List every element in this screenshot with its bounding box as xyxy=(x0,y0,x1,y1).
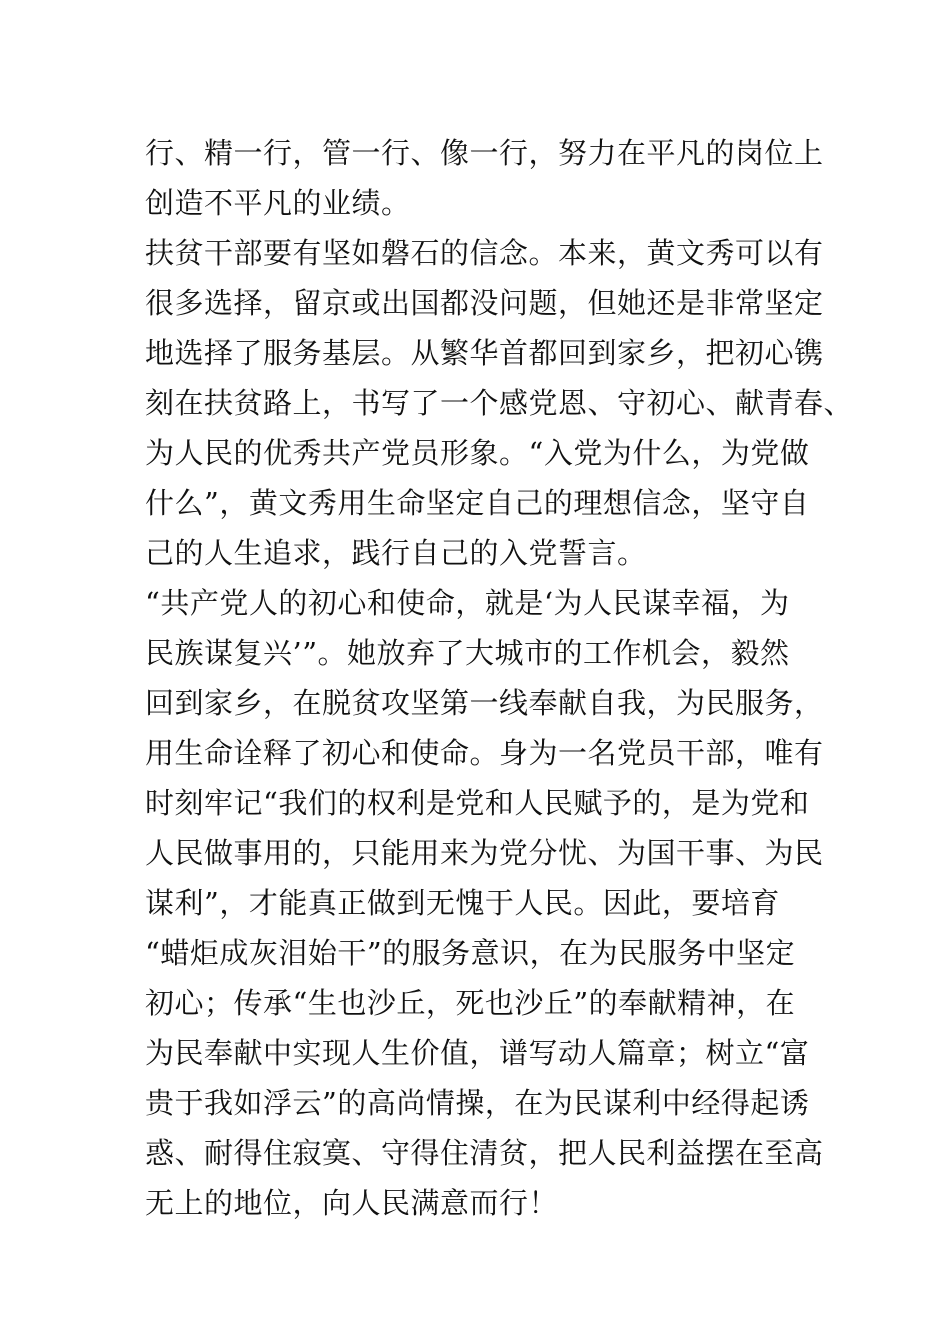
text-line: 谋利”，才能真正做到无愧于人民。因此，要培育 xyxy=(145,886,780,920)
text-line: 贵于我如浮云”的高尚情操，在为民谋利中经得起诱 xyxy=(145,1086,810,1120)
document-body xyxy=(145,128,854,1228)
text-line: 惑、耐得住寂寞、守得住清贫，把人民利益摆在至高 xyxy=(145,1136,824,1170)
text-line: 民族谋复兴’”。她放弃了大城市的工作机会，毅然 xyxy=(145,636,790,670)
text-line: 行、精一行，管一行、像一行，努力在平凡的岗位上 xyxy=(145,136,824,170)
text-line: 地选择了服务基层。从繁华首都回到家乡，把初心镌 xyxy=(145,336,824,370)
text-line: “蜡炬成灰泪始干”的服务意识，在为民服务中坚定 xyxy=(145,936,796,970)
text-line: 时刻牢记“我们的权利是党和人民赋予的，是为党和 xyxy=(145,786,810,820)
text-line: 人民做事用的，只能用来为党分忧、为国干事、为民 xyxy=(145,836,824,870)
text-line: 为民奉献中实现人生价值，谱写动人篇章；树立“富 xyxy=(145,1036,810,1070)
text-line: “共产党人的初心和使命，就是‘为人民谋幸福，为 xyxy=(145,586,790,620)
text-line: 为人民的优秀共产党员形象。“入党为什么，为党做 xyxy=(145,436,810,470)
text-line: 己的人生追求，践行自己的入党誓言。 xyxy=(145,536,647,570)
text-line: 回到家乡，在脱贫攻坚第一线奉献自我，为民服务， xyxy=(145,686,824,720)
text-line: 很多选择，留京或出国都没问题，但她还是非常坚定 xyxy=(145,286,824,320)
text-line: 用生命诠释了初心和使命。身为一名党员干部，唯有 xyxy=(145,736,824,770)
text-line: 什么”，黄文秀用生命坚定自己的理想信念，坚守自 xyxy=(145,486,810,520)
text-line: 扶贫干部要有坚如磐石的信念。本来，黄文秀可以有 xyxy=(145,236,824,270)
text-line: 创造不平凡的业绩。 xyxy=(145,186,411,220)
text-line: 刻在扶贫路上，书写了一个感党恩、守初心、献青春、 xyxy=(145,386,854,420)
text-line: 初心；传承“生也沙丘，死也沙丘”的奉献精神，在 xyxy=(145,986,796,1020)
text-line: 无上的地位，向人民满意而行！ xyxy=(145,1186,559,1220)
